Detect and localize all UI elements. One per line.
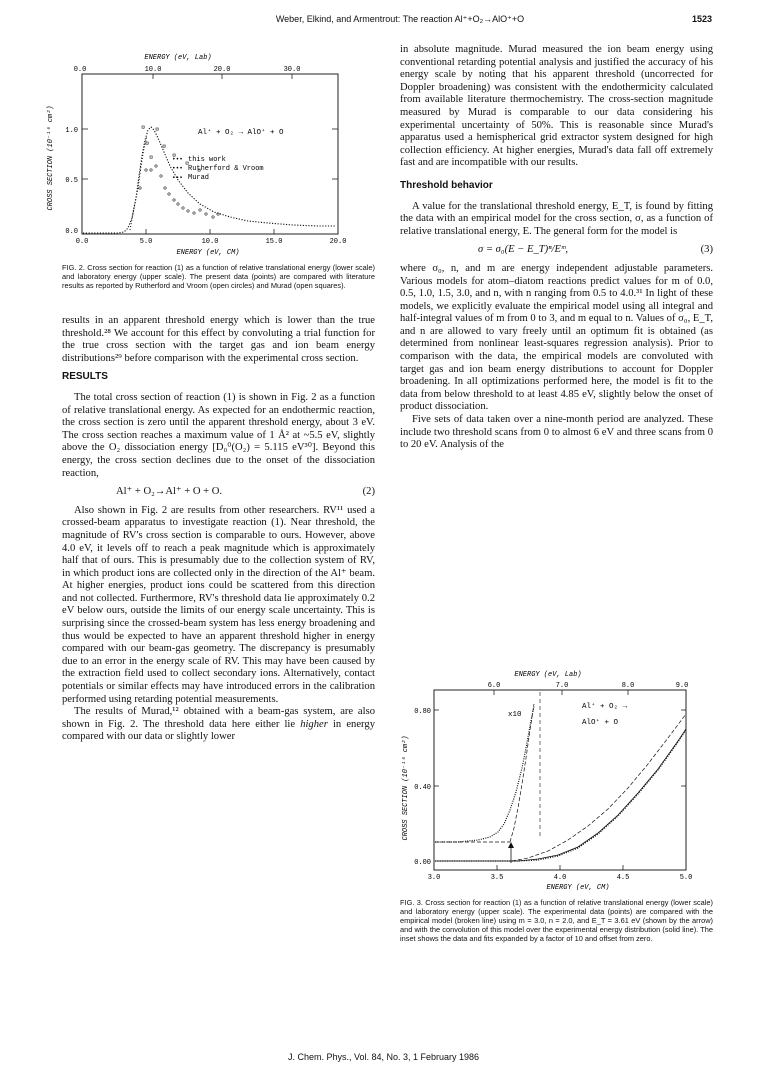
equation-2-number: (2): [362, 486, 375, 498]
right-para-2: A value for the translational threshold energy, E_T, is found by fitting the data with an empirical model for the cross section, σ, as a function of relative translational energy, E. The general form for the model is: [400, 200, 713, 237]
right-para-1: in absolute magnitude. Murad measured the ion beam energy using conventional retarding potential analysis and justified the accuracy of his energy scale by noting that his apparent threshold (uncorrected for Doppler broadening) was consistent with the endothermicity calculated from available literature thermochemistry. The cross-section magnitude measured by Murad is comparable to our data considering his experimental uncertainty of 50%. This is reasonable since Murad's apparatus used a hemispherical grid extractor system designed for high collection efficiency. At higher energies, Murad's data fall off extremely fast and are incompatible with our results.: [400, 44, 713, 169]
fig3-y-axis-label: CROSS SECTION (10⁻¹⁶ cm²): [402, 735, 410, 841]
fig3-y-tick: 0.00: [414, 859, 431, 867]
figure-3: [398, 668, 716, 890]
fig3-tick-marks: [434, 690, 686, 870]
fig2-top-ticks: [74, 66, 301, 74]
fig3-reaction-line-1: Al⁺ + O₂ →: [582, 703, 628, 711]
fig3-y-ticks: [414, 708, 431, 867]
journal-footer: J. Chem. Phys., Vol. 84, No. 3, 1 February 1986: [287, 1052, 480, 1062]
fig3-top-tick: 9.0: [675, 682, 689, 690]
fig3-data-points: [435, 730, 686, 861]
fig3-y-tick: 0.40: [414, 784, 431, 792]
fig2-legend: [172, 156, 264, 182]
fig3-bottom-tick: 4.5: [616, 874, 630, 882]
fig3-convolution-line: [435, 729, 686, 861]
right-para-4: Five sets of data taken over a nine-month period are analyzed. These include two threshold scans from 0 to almost 6 eV and three scans from 0 to 20 eV. Analysis of the: [400, 414, 713, 451]
fig2-y-ticks: [65, 127, 78, 236]
fig3-bottom-tick: 4.0: [553, 874, 567, 882]
fig3-threshold-arrow: [508, 842, 514, 863]
fig3-bottom-tick: 3.0: [427, 874, 441, 882]
fig2-y-tick: 0.0: [65, 228, 78, 236]
fig3-reaction-line-2: AlO⁺ + O: [582, 719, 619, 727]
fig2-top-tick: 30.0: [283, 66, 301, 74]
fig2-bottom-tick: 0.0: [75, 238, 89, 246]
legend-rutherford-vroom: Rutherford & Vroom: [188, 165, 264, 173]
left-para-4: [62, 706, 375, 744]
fig3-top-tick: 7.0: [555, 682, 569, 690]
right-para-3: where σ₀, n, and m are energy independent adjustable parameters. Various models for atom–diatom reactions predict values for m of 0.0, 0.5, 1.0, 1.5, 3.0, and n, with n ranging from 0.5 to 4.0.³¹ In light of these models, we explicitly evaluate the empirical model using all integral and half-integral values of m from 0 to 3, and m equal to n. Values of σ₀, E_T, and n are allowed to vary freely until an optimum fit is obtained (as determined from nonlinear least-squares regression analysis). Prior to comparison with the data, the empirical models are convoluted with target gas and ion beam energy distributions to account for Doppler broadening. In all optimizations performed here, the model is fit to the data from below threshold to at least 4.85 eV, slightly below the onset of product dissociation.: [400, 262, 713, 413]
fig3-top-ticks: [488, 682, 689, 690]
fig2-top-axis-label: ENERGY (eV, Lab): [144, 54, 212, 62]
fig3-inset-data: [435, 706, 534, 842]
fig2-top-tick: 20.0: [213, 66, 231, 74]
left-para-4-start: The results of Murad,¹² obtained with a beam-gas system, are also shown in Fig. 2. The threshold data here either lie: [62, 706, 375, 730]
heading-results: RESULTS: [62, 371, 108, 383]
figure-3-caption: FIG. 3. Cross section for reaction (1) as a function of relative translational energy (lower scale) and laboratory energy (upper scale). The experimental data (points) are compared with the empirical model (broken line) using m = 3.0, n = 2.0, and E_T = 3.61 eV (shown by the arrow) and with the convolution of this model over the experimental energy distribution (solid line). The inset shows the data and fits expanded by a factor of 10 and offset from zero.: [400, 898, 713, 943]
fig3-bottom-tick: 3.5: [490, 874, 504, 882]
right-column: [400, 44, 713, 452]
fig3-inset-label: x10: [508, 711, 522, 719]
running-title: Weber, Elkind, and Armentrout: The reaction Al⁺+O₂→AlO⁺+O: [275, 14, 525, 24]
fig3-y-tick: 0.80: [414, 708, 431, 716]
svg-text:•••: •••: [172, 156, 183, 163]
svg-text:▪▪▪: ▪▪▪: [172, 174, 183, 181]
fig3-bottom-tick: 5.0: [679, 874, 693, 882]
equation-3: [400, 244, 713, 257]
fig2-y-tick: 0.5: [65, 177, 78, 185]
fig2-bottom-tick: 15.0: [265, 238, 283, 246]
left-para-2: The total cross section of reaction (1) is shown in Fig. 2 as a function of relative translational energy. As expected for an endothermic reaction, the cross section is zero until the apparent threshold energy, about 3 eV. The cross section reaches a maximum value of 1 Å² at ~5.5 eV, slightly above the O₂ dissociation energy [D₀⁰(O₂) = 5.115 eV³⁰]. Beyond this energy, the cross section declines due to the onset of the dissociation reaction,: [62, 391, 375, 479]
page-number: 1523: [691, 14, 712, 24]
equation-2-expression: Al⁺ + O₂→Al⁺ + O + O.: [116, 486, 223, 498]
left-column: [62, 315, 375, 744]
left-para-3: Also shown in Fig. 2 are results from other researchers. RV¹¹ used a crossed-beam apparatus to investigate reaction (1). Near threshold, the magnitude of RV's cross section is comparable to ours. However, above 4.0 eV, it levels off to reach a peak magnitude which is approximately half that of ours. This is presumably due to the collection system of RV, in which product ions are collected only in the direction of the Al⁺ beam. At higher energies, product ions could be scattered from this direction and not collected. Furthermore, RV's threshold data lie approximately 0.2 eV below ours, outside the limits of our energy scale uncertainty. This is surprising since the crossed-beam system has less energy broadening and thus would be expected to have an apparent threshold higher in energy compared with our beam-gas geometry. The discrepancy is presumably due to an error in the energy scale of RV. This may have been caused by the extraction field used to collect secondary ions. Alternatively, contact potentials or similar effects may have introduced errors in the calibration performed using retarding potential measurements.: [62, 504, 375, 705]
fig3-top-tick: 6.0: [487, 682, 501, 690]
legend-this-work: this work: [188, 156, 226, 164]
running-head: [0, 14, 767, 30]
fig2-bottom-tick: 20.0: [329, 238, 347, 246]
figure-2: [38, 48, 358, 258]
fig3-top-tick: 8.0: [621, 682, 635, 690]
fig2-bottom-axis-label: ENERGY (eV, CM): [176, 249, 240, 257]
fig3-top-axis-label: ENERGY (eV, Lab): [514, 671, 582, 679]
fig2-y-tick: 1.0: [65, 127, 78, 135]
left-para-4-end: in energy compared with our data or slightly lower: [62, 718, 375, 743]
equation-3-number: (3): [700, 244, 713, 256]
fig3-bottom-ticks: [428, 874, 693, 882]
legend-murad: Murad: [188, 174, 210, 182]
fig3-plot-frame: [434, 690, 686, 870]
fig2-data-this-work: [83, 127, 336, 233]
fig3-inset-model: [435, 704, 534, 842]
fig2-bottom-tick: 5.0: [139, 238, 153, 246]
fig2-top-tick: 0.0: [73, 66, 87, 74]
fig2-top-tick: 10.0: [144, 66, 162, 74]
left-para-1: results in an apparent threshold energy which is lower than the true threshold.²⁸ We account for this effect by convoluting a trial function for the true cross section with the target gas and ion beam energy distributions²⁹ before comparison with the experimental cross section.: [62, 315, 375, 364]
svg-text:•••: •••: [172, 165, 183, 172]
equation-3-expression: σ = σ₀(E − E_T)ⁿ/Eᵐ,: [478, 244, 569, 256]
figure-2-caption: FIG. 2. Cross section for reaction (1) as a function of relative translational energy (lower scale) and laboratory energy (upper scale). The present data (points) are compared with literature results as reported by Rutherford and Vroom (open circles) and Murad (open squares).: [62, 263, 375, 290]
equation-2: [62, 486, 375, 499]
fig2-reaction-label: Al⁺ + O₂ → AlO⁺ + O: [198, 129, 284, 137]
left-para-4-emphasis: higher: [300, 718, 328, 730]
fig2-bottom-tick: 10.0: [201, 238, 219, 246]
fig3-bottom-axis-label: ENERGY (eV, CM): [546, 884, 610, 890]
heading-threshold-behavior: Threshold behavior: [400, 179, 493, 191]
fig3-model-line: [512, 714, 686, 861]
fig2-y-axis-label: CROSS SECTION (10⁻¹⁶ cm²): [47, 105, 55, 211]
fig2-bottom-ticks: [76, 238, 347, 246]
